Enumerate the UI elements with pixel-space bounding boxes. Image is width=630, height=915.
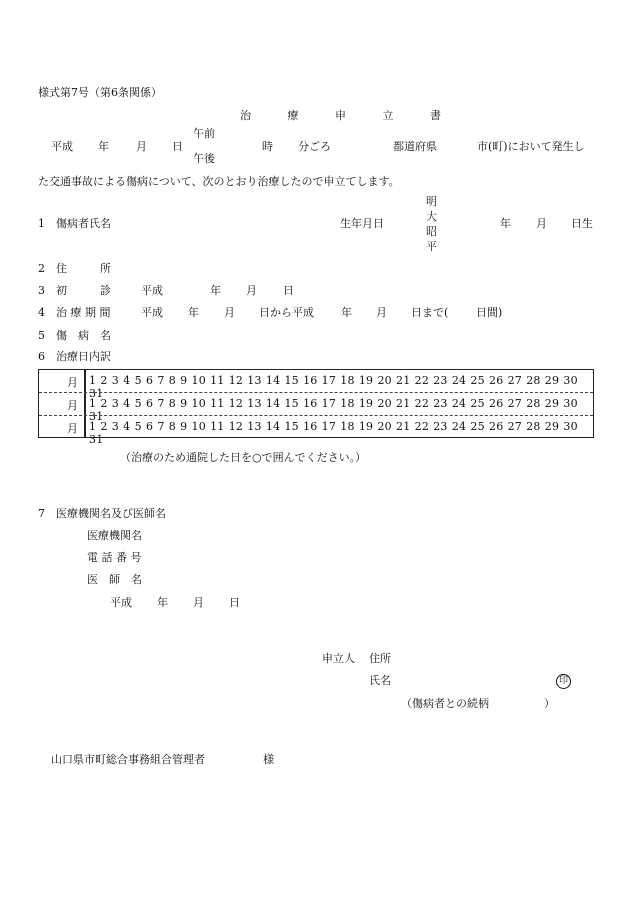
calendar-day: 19 [358, 374, 374, 387]
calendar-day: 18 [340, 420, 355, 433]
calendar-day: 31 [89, 433, 104, 446]
item7-year: 年 [157, 596, 168, 609]
calendar-day: 4 [123, 374, 131, 387]
calendar-day: 21 [396, 374, 411, 387]
seal-mark: 印 [556, 674, 571, 689]
calendar-day: 30 [563, 374, 578, 387]
calendar-note: （治療のため通院した日を○で囲んでください。） [120, 451, 367, 464]
calendar-days [89, 420, 593, 446]
birth-label: 生年月日 [340, 217, 384, 230]
calendar-day: 25 [470, 420, 485, 433]
calendar-day: 14 [265, 397, 281, 410]
calendar-day: 24 [451, 420, 467, 433]
calendar-day: 6 [145, 374, 154, 387]
item4-days: 日間) [476, 306, 503, 319]
calendar-day: 21 [396, 397, 411, 410]
calendar-day: 17 [321, 397, 337, 410]
calendar-day: 27 [507, 420, 523, 433]
calendar-day: 2 [100, 374, 108, 387]
item4-era1: 平成 [141, 306, 163, 319]
calendar-day: 10 [191, 420, 206, 433]
calendar-day: 22 [414, 397, 430, 410]
item1-label: 1 傷病者氏名 [38, 217, 111, 230]
birth-month: 月 [536, 217, 547, 230]
calendar-day: 21 [396, 420, 411, 433]
era-heisei: 平 [426, 240, 437, 253]
addressee: 山口県市町総合事務組合管理者 [51, 753, 205, 766]
intro-minute: 分ごろ [298, 140, 331, 153]
calendar-day: 8 [168, 397, 176, 410]
calendar-day: 6 [145, 397, 154, 410]
calendar-day: 23 [433, 397, 448, 410]
item4-from: 日から平成 [259, 306, 314, 319]
item7-era: 平成 [110, 596, 132, 609]
honorific: 様 [263, 753, 274, 766]
calendar-day: 25 [470, 374, 485, 387]
calendar-day: 28 [526, 374, 541, 387]
intro-year: 年 [98, 140, 109, 153]
calendar-day: 24 [451, 397, 467, 410]
item4-year1: 年 [188, 306, 199, 319]
calendar-day: 12 [228, 374, 244, 387]
calendar-day: 2 [100, 397, 108, 410]
treatment-calendar [38, 369, 594, 446]
calendar-day: 16 [303, 397, 318, 410]
calendar-day: 20 [377, 420, 392, 433]
item5-label: 5 傷 病 名 [38, 329, 111, 342]
calendar-day: 15 [284, 374, 299, 387]
era-meiji: 明 [426, 195, 437, 208]
form-title [240, 109, 441, 123]
intro-pm: 午後 [193, 152, 215, 165]
calendar-day: 9 [180, 374, 188, 387]
item3-era: 平成 [141, 284, 163, 297]
relation-label: （傷病者との続柄 ） [401, 697, 555, 710]
calendar-day: 14 [265, 374, 281, 387]
calendar-day: 16 [303, 374, 318, 387]
calendar-day: 26 [489, 397, 504, 410]
calendar-day: 28 [526, 397, 541, 410]
intro-prefecture: 都道府県 [393, 140, 437, 153]
era-showa: 昭 [426, 225, 437, 238]
calendar-day: 20 [377, 374, 392, 387]
item3-day: 日 [283, 284, 294, 297]
item3-month: 月 [246, 284, 257, 297]
calendar-day: 29 [544, 397, 560, 410]
calendar-day: 25 [470, 397, 485, 410]
calendar-day: 19 [358, 420, 374, 433]
item4-month2: 月 [376, 306, 387, 319]
calendar-day: 3 [111, 420, 119, 433]
calendar-day: 27 [507, 397, 523, 410]
item4-year2: 年 [341, 306, 352, 319]
calendar-day: 13 [247, 397, 262, 410]
calendar-day: 22 [414, 374, 430, 387]
title-char: 治 [240, 109, 251, 122]
item4-until: 日まで( [411, 306, 449, 319]
calendar-row [39, 370, 593, 400]
calendar-day: 27 [507, 374, 523, 387]
calendar-day: 8 [168, 374, 176, 387]
calendar-day: 7 [157, 397, 165, 410]
intro-am: 午前 [193, 127, 215, 140]
intro-day: 日 [172, 140, 183, 153]
calendar-row [39, 392, 593, 423]
item6-label: 6 治療日内訳 [38, 350, 111, 363]
item3-year: 年 [210, 284, 221, 297]
calendar-day: 11 [210, 397, 225, 410]
calendar-day: 12 [228, 397, 244, 410]
calendar-day: 1 [89, 420, 97, 433]
title-char: 療 [287, 109, 299, 122]
intro-era: 平成 [51, 140, 73, 153]
calendar-day: 23 [433, 420, 448, 433]
item7-month: 月 [193, 596, 204, 609]
calendar-day: 5 [134, 374, 142, 387]
calendar-day: 7 [157, 374, 165, 387]
calendar-day: 9 [180, 420, 188, 433]
item4-month1: 月 [224, 306, 235, 319]
calendar-day: 5 [134, 420, 142, 433]
calendar-day: 9 [180, 397, 188, 410]
intro-hour: 時 [262, 140, 273, 153]
intro-line2: た交通事故による傷病について、次のとおり治療したので申立てします。 [38, 175, 400, 188]
item4-label: 4 治 療 期 間 [38, 306, 111, 319]
calendar-day: 12 [228, 420, 244, 433]
calendar-day: 29 [544, 374, 560, 387]
calendar-day: 17 [321, 374, 337, 387]
institution-label: 医療機関名 [87, 529, 142, 542]
calendar-month-label: 月 [67, 399, 78, 412]
intro-city: 市(町)において発生し [477, 140, 585, 153]
item7-day: 日 [229, 596, 240, 609]
calendar-day: 6 [145, 420, 154, 433]
seal-icon [556, 673, 571, 689]
calendar-day: 10 [191, 374, 206, 387]
calendar-day: 30 [563, 397, 578, 410]
calendar-day: 19 [358, 397, 374, 410]
calendar-day: 1 [89, 397, 97, 410]
calendar-month-label: 月 [67, 376, 78, 389]
calendar-day: 22 [414, 420, 430, 433]
calendar-day: 23 [433, 374, 448, 387]
calendar-day: 18 [340, 397, 355, 410]
calendar-day: 29 [544, 420, 560, 433]
calendar-day: 20 [377, 397, 392, 410]
calendar-day: 5 [134, 397, 142, 410]
calendar-day: 4 [123, 420, 131, 433]
calendar-day: 26 [489, 420, 504, 433]
phone-label: 電 話 番 号 [87, 551, 142, 564]
calendar-row [39, 415, 593, 446]
title-char: 申 [335, 109, 346, 122]
calendar-day: 30 [563, 420, 578, 433]
calendar-day: 18 [340, 374, 355, 387]
calendar-day: 24 [451, 374, 467, 387]
title-char: 立 [382, 109, 394, 122]
calendar-day: 31 [89, 387, 104, 400]
applicant-address-label: 住所 [369, 652, 391, 665]
birth-year: 年 [500, 217, 511, 230]
calendar-day: 3 [111, 397, 119, 410]
calendar-day: 17 [321, 420, 337, 433]
form-number: 様式第7号（第6条関係） [38, 86, 162, 99]
applicant-label: 申立人 [322, 652, 355, 665]
calendar-day: 3 [111, 374, 119, 387]
calendar-day: 4 [123, 397, 131, 410]
calendar-day: 26 [489, 374, 504, 387]
calendar-day: 15 [284, 420, 299, 433]
intro-month: 月 [136, 140, 147, 153]
calendar-day: 16 [303, 420, 318, 433]
calendar-day: 13 [247, 374, 262, 387]
item3-label: 3 初 診 [38, 284, 111, 297]
calendar-day: 1 [89, 374, 97, 387]
calendar-day: 7 [157, 420, 165, 433]
birth-day: 日生 [571, 217, 593, 230]
calendar-day: 10 [191, 397, 206, 410]
calendar-day: 8 [168, 420, 176, 433]
calendar-day: 11 [210, 420, 225, 433]
calendar-day: 15 [284, 397, 299, 410]
era-taisho: 大 [426, 210, 437, 223]
calendar-month-label: 月 [67, 422, 78, 435]
title-char: 書 [430, 109, 441, 122]
calendar-day: 31 [89, 410, 104, 423]
doctor-label: 医 師 名 [87, 573, 142, 586]
applicant-name-label: 氏名 [369, 674, 391, 687]
calendar-day: 14 [265, 420, 281, 433]
calendar-day: 2 [100, 420, 108, 433]
calendar-day: 13 [247, 420, 262, 433]
item7-label: 7 医療機関名及び医師名 [38, 507, 166, 520]
item2-label: 2 住 所 [38, 262, 111, 275]
calendar-day: 28 [526, 420, 541, 433]
calendar-day: 11 [210, 374, 225, 387]
